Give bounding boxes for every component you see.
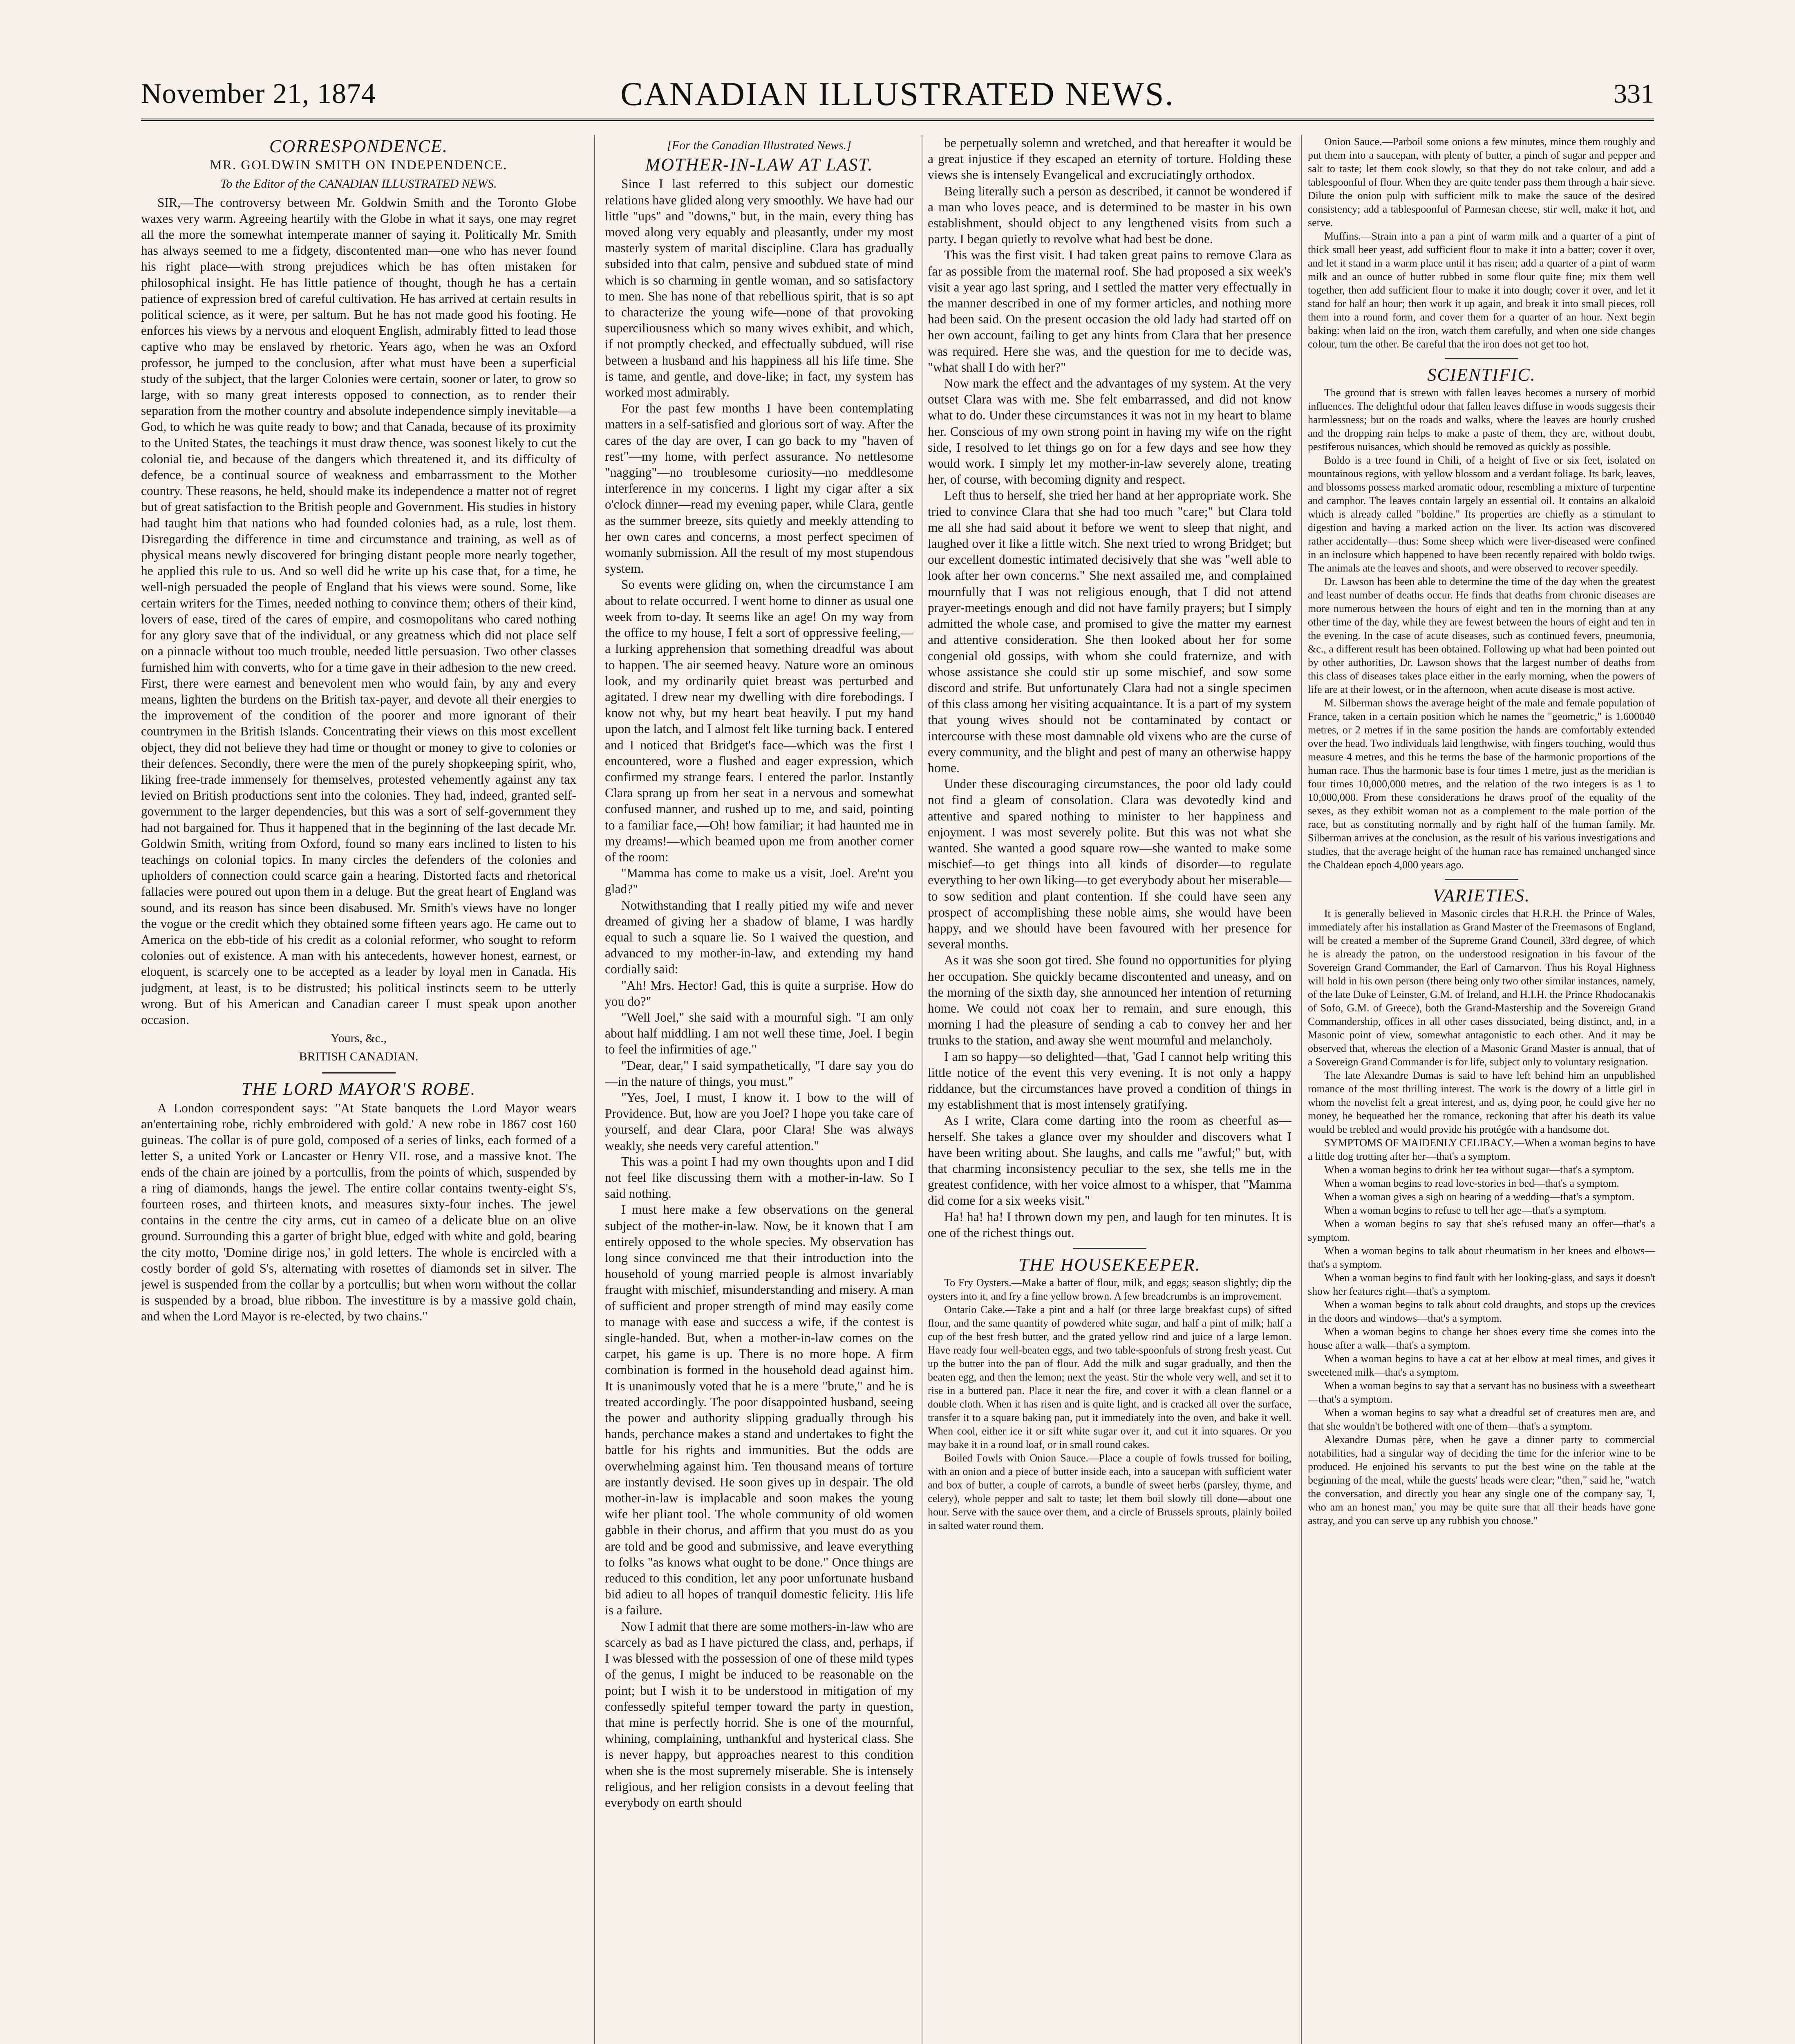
section-heading-housekeeper: THE HOUSEKEEPER. [1018,1255,1201,1275]
article-paragraph: be perpetually solemn and wretched, and that hereafter it would be a great injustice if they escaped an eternity of torture. Holding these views she is intensely Evangelical and excruciatingly orthodox. [928,136,1291,182]
column-4 [1308,135,1655,2044]
varieties-paragraph: When a woman begins to talk about rheumatism in her knees and elbows—that's a symptom. [1308,1245,1655,1271]
section-heading-lord-mayors-robe: THE LORD MAYOR'S ROBE. [241,1078,476,1099]
article-paragraph: Being literally such a person as described, it cannot be wondered if a man who loves peace, and is determined to be master in his own establishment, should object to any lengthened visits from such a party. I began quietly to revolve what had best be done. [928,184,1291,247]
section-heading-varieties: VARIETIES. [1433,885,1530,906]
recipe-paragraph: Ontario Cake.—Take a pint and a half (or three large breakfast cups) of sifted flour, and the same quantity of powdered white sugar, and half a pint of milk; half a cup of the best fresh butter, and the grated yellow rind and juice of a large lemon. Have ready four well-beaten eggs, and two table-spoonfuls of strong fresh yeast. Cut up the butter into the pan of flour. Add the milk and sugar gradually, and then the beaten egg, and then the lemon; next the yeast. Stir the whole very well, and set it to rise in a buttered pan. Place it near the fire, and cover it with a clean flannel or a double cloth. When it has risen and is quite light, and is cracked all over the surface, transfer it to a square baking pan, put it immediately into the oven, and bake it well. When cool, either ice it or sift white sugar over it, and cut it into squares. Or you may bake it in a round loaf, or in small round cakes. [928,1304,1291,1451]
varieties-paragraph: When a woman begins to have a cat at her elbow at meal times, and gives it sweetened milk—that's a symptom. [1308,1353,1655,1378]
article-paragraph: A London correspondent says: "At State banquets the Lord Mayor wears an'entertaining robe, richly embroidered with gold.' A new robe in 1867 cost 160 guineas. The collar is of pure gold, composed of a series of links, each formed of a letter S, a united York or Lancaster or Henry VII. rose, and a massive knot. The ends of the chain are joined by a portcullis, from the points of which, suspended by a ring of diamonds, hangs the jewel. The entire collar contains twenty-eight S's, fourteen roses, and thirteen knots, and measures sixty-four inches. The jewel contains in the centre the city arms, cut in cameo of a delicate blue on an olive ground. Surrounding this a garter of bright blue, edged with white and gold, bearing the city motto, 'Domine dirige nos,' in gold letters. The whole is encircled with a costly border of gold S's, alternating with rosettes of diamonds set in silver. The jewel is suspended from the collar by a portcullis; but when worn without the collar is suspended by a broad, blue ribbon. The investiture is by a massive gold chain, and when the Lord Mayor is re-elected, by two chains." [141,1100,576,1324]
page-number: 331 [1614,79,1654,109]
varieties-paragraph: When a woman begins to say what a dreadful set of creatures men are, and that she wouldn't be bothered with one of them—that's a symptom. [1308,1407,1655,1432]
recipe-paragraph: Onion Sauce.—Parboil some onions a few minutes, mince them roughly and put them into a saucepan, with plenty of butter, a pinch of sugar and pepper and salt to taste; let them cook slowly, so that they do not take colour, and add a tablespoonful of flour. When they are quite tender pass them through a hair sieve. Dilute the onion pulp with sufficient milk to make the sauce of the desired consistency; add a tablespoonful of Parmesan cheese, stir well, make it hot, and serve. [1308,136,1655,229]
varieties-paragraph: When a woman begins to read love-stories in bed—that's a symptom. [1324,1177,1619,1190]
letter-signature: BRITISH CANADIAN. [299,1050,419,1064]
article-paragraph: "Mamma has come to make us a visit, Joel. Are'nt you glad?" [605,866,913,896]
article-paragraph: "Ah! Mrs. Hector! Gad, this is quite a surprise. How do you do?" [605,978,913,1009]
article-paragraph: Ha! ha! ha! I thrown down my pen, and laugh for ten minutes. It is one of the richest things out. [928,1209,1291,1240]
varieties-paragraph: When a woman begins to change her shoes every time she comes into the house after a walk—that's a symptom. [1308,1326,1655,1351]
letter-address: To the Editor of the CANADIAN ILLUSTRATED NEWS. [220,177,497,191]
column-divider [594,135,595,2044]
separator-rule [322,1072,396,1074]
section-heading-correspondence: CORRESPONDENCE. [269,136,448,156]
varieties-paragraph: When a woman begins to refuse to tell her age—that's a symptom. [1324,1204,1607,1217]
article-paragraph: "Yes, Joel, I must, I know it. I bow to the will of Providence. But, how are you Joel? I hope you take care of yourself, and dear Clara, poor Clara! She was always weakly, she needs very careful attention." [605,1090,913,1153]
varieties-paragraph: When a woman gives a sigh on hearing of a wedding—that's a symptom. [1324,1191,1635,1203]
science-paragraph: Boldo is a tree found in Chili, of a height of five or six feet, isolated on mountainous regions, with yellow blossom and a verdant foliage. Its bark, leaves, and blossoms possess marked aromatic odour, resembling a mixture of turpentine and camphor. The leaves contain largely an essential oil. It contains an alkaloid which is already called "boldine." Its properties are chiefly as a stimulant to digestion and having a marked action on the liver. Its action was discovered rather accidentally—thus: Some sheep which were liver-diseased were confined in an inclosure which happened to have been recently repaired with boldo twigs. The animals ate the leaves and shoots, and were observed to recover speedily. [1308,454,1655,574]
column-1 [141,135,576,2044]
varieties-paragraph: SYMPTOMS OF MAIDENLY CELIBACY.—When a woman begins to have a little dog trotting after her—that's a symptom. [1308,1137,1655,1163]
article-paragraph: For the past few months I have been contemplating matters in a self-satisfied and glorious sort of way. After the cares of the day are over, I can go back to my "haven of rest"—my home, with perfect assurance. No nettlesome "nagging"—no troublesome curiosity—no meddlesome interference in my concerns. I light my cigar after a six o'clock dinner—read my evening paper, while Clara, gentle as the summer breeze, sits quietly and meekly attending to her own cares and concerns, a most perfect specimen of womanly submission. All the result of my most stupendous system. [605,401,913,576]
newspaper-title: CANADIAN ILLUSTRATED NEWS. [620,75,1175,112]
science-paragraph: Dr. Lawson has been able to determine the time of the day when the greatest and least number of deaths occur. He finds that deaths from chronic diseases are more numerous between the hours of eight and ten in the morning than at any other time of the day, while they are fewest between the hours of eight and ten in the evening. In the case of acute diseases, such as continued fevers, pneumonia, &c., a different result has been obtained. Following up what had been pointed out by other authorities, Dr. Lawson shows that the largest number of deaths from this class of diseases takes place either in the early morning, when the powers of life are at their lowest, or in the afternoon, when acute disease is most active. [1308,576,1655,696]
article-paragraph: As I write, Clara come darting into the room as cheerful as—herself. She takes a glance over my shoulder and discovers what I have been writing about. She laughs, and calls me "awful;" but, with that charming inconsistency peculiar to the sex, she tells me in the greatest confidence, with her voice almost to a whisper, that "Mamma did come for a six weeks visit." [928,1113,1291,1208]
article-paragraph: Now I admit that there are some mothers-in-law who are scarcely as bad as I have pictured the class, and, perhaps, if I was blessed with the possession of one of these mild types of the genus, I might be induced to be reasonable on the point; but I wish it to be understood in mitigation of my confessedly spiteful temper toward the party in question, that mine is perfectly horrid. She is one of the mournful, whining, complaining, unthankful and hysterical class. She is never happy, but approaches nearest to this condition when she is the most supremely miserable. She is intensely religious, and her religion consists in a devout feeling that everybody on earth should [605,1619,913,1810]
separator-rule [1445,358,1518,359]
article-paragraph: "Dear, dear," I said sympathetically, "I dare say you do—in the nature of things, you must." [605,1058,913,1089]
masthead [141,72,1654,117]
varieties-paragraph: The late Alexandre Dumas is said to have left behind him an unpublished romance of the most thrilling interest. The work is the dowry of a little girl in whom the novelist felt a great interest, and as, dying poor, he could give her no money, he bequeathed her the romance, reckoning that after his death its value would be trebled and would provide his protégée with a handsome dot. [1308,1069,1655,1136]
science-paragraph: The ground that is strewn with fallen leaves becomes a nursery of morbid influences. The delightful odour that fallen leaves diffuse in woods suggests their harmlessness; but on the roads and walks, where the leaves are hourly crushed and the dropping rain helps to make a paste of them, they are, without doubt, pestiferous nuisances, which should be removed as quickly as possible. [1308,387,1655,453]
varieties-paragraph: Alexandre Dumas père, when he gave a dinner party to commercial notabilities, had a singular way of deciding the time for the inferior wine to be produced. He enjoined his servants to put the best wine on the table at the beginning of the meal, while the guests' heads were clear; "then," said he, "watch the conversation, and directly you hear any single one of the company say, 'I, who am an honest man,' you may be quite sure that all their heads have gone astray, and you can serve up any rubbish you choose." [1308,1434,1655,1527]
recipe-paragraph: Muffins.—Strain into a pan a pint of warm milk and a quarter of a pint of thick small beer yeast, add sufficient flour to make it into a batter; cover it over, and let it stand in a warm place until it has risen; add a quarter of a pint of warm milk and an ounce of butter rubbed in some flour quite fine; mix them well together, then add sufficient flour to make it into dough; cover it over, and let it stand for half an hour; then work it up again, and break it into small pieces, roll them into a round form, and cover them for a quarter of an hour. Next begin baking: when laid on the iron, watch them carefully, and when one side changes colour, turn the other. Be careful that the iron does not get too hot. [1308,230,1655,350]
column-3 [928,135,1291,2044]
varieties-paragraph: When a woman begins to say that a servant has no business with a sweetheart—that's a symptom. [1308,1380,1655,1405]
article-paragraph: This was the first visit. I had taken great pains to remove Clara as far as possible from the maternal roof. She had proposed a six week's visit a year ago last spring, and I settled the matter very effectually in the manner described in one of my former articles, and nothing more had been said. On the present occasion the old lady had started off on her own account, failing to get any hints from Clara that her presence was required. Here she was, and the question for me to decide was, "what shall I do with her?" [928,248,1291,374]
varieties-paragraph: When a woman begins to find fault with her looking-glass, and says it doesn't show her features right—that's a symptom. [1308,1272,1655,1298]
masthead-rule [141,119,1654,121]
article-paragraph: Now mark the effect and the advantages of my system. At the very outset Clara was with me. She felt embarrassed, and did not know what to do. Under these circumstances it was not in my heart to blame her. Conscious of my own strong point in having my wife on the right side, I resolved to let things go on for a few days and see how they would work. I simply let my mother-in-law severely alone, treating her, of course, with becoming dignity and respect. [928,376,1291,487]
varieties-paragraph: When a woman begins to say that she's refused many an offer—that's a symptom. [1308,1218,1655,1244]
science-paragraph: M. Silberman shows the average height of the male and female population of France, taken in a certain position which he names the "geometric," is 1.600040 metres, or 2 metres if in the same position the hands are comfortably extended over the head. Two individuals laid lengthwise, with fingers touching, would thus measure 4 metres, and this he terms the base of the harmonic proportions of the human race. Thus the harmonic base is four times 1 metre, just as the meridian is four times 10,000,000 metres, and the relation of the two integers is as 1 to 10,000,000. From these considerations he draws proof of the equality of the sexes, as they exhibit woman not as a complement to the male portion of the race, but as constituting normally and by right half of the human family. Mr. Silberman arrives at the conclusion, as the result of his various investigations and studies, that the average height of the human race has remained unchanged since the Chaldean epoch 4,000 years ago. [1308,697,1655,871]
recipe-paragraph: To Fry Oysters.—Make a batter of flour, milk, and eggs; season slightly; dip the oysters into it, and fry a fine yellow brown. A few breadcrumbs is an improvement. [928,1277,1291,1302]
article-paragraph: "Well Joel," she said with a mournful sigh. "I am only about half middling. I am not well these time, Joel. I begin to feel the infirmities of age." [605,1010,913,1057]
article-paragraph: So events were gliding on, when the circumstance I am about to relate occurred. I went home to dinner as usual one week from to-day. It seems like an age! On my way from the office to my house, I felt a sort of oppressive feeling,—a lurking apprehension that something dreadful was about to happen. The air seemed heavy. Nature wore an ominous look, and my ordinarily quiet breast was perturbed and agitated. I drew near my dwelling with dire forebodings. I know not why, but my heart beat heavily. I put my hand upon the latch, and I almost felt like turning back. I entered and I noticed that Bridget's face—which was the first I encountered, wore a flushed and eager expression, which confirmed my strange fears. I entered the parlor. Instantly Clara sprang up from her seat in a nervous and somewhat confused manner, and rushed up to me, and said, pointing to a familiar face,—Oh! how familiar; it had haunted me in my dreams!—which beamed upon me from another corner of the room: [605,577,913,864]
column-2 [605,135,913,2044]
varieties-paragraph: When a woman begins to drink her tea without sugar—that's a symptom. [1324,1164,1634,1176]
article-paragraph: Notwithstanding that I really pitied my wife and never dreamed of giving her a shadow of blame, I was hardly equal to such a square lie. So I waived the question, and advanced to my mother-in-law, and extending my hand cordially said: [605,898,913,977]
varieties-paragraph: It is generally believed in Masonic circles that H.R.H. the Prince of Wales, immediately after his installation as Grand Master of the Freemasons of England, will be created a member of the Supreme Grand Council, 33rd degree, of which he is already the patron, on the understood resignation in his favour of the Sovereign Grand Commander, the Earl of Carnarvon. Thus his Royal Highness will hold in his own person (there being only two other similar instances, namely, of the late Duke of Leinster, G.M. of Ireland, and H.I.H. the Prince Rhodocanakis of Sofo, G.M. of Greece), both the Grand-Mastership and the Sovereign Grand Commandership, offices in all other cases dissociated, being distinct, and, in a Masonic point of view, somewhat antagonistic to each other. And it may be observed that, whereas the election of a Masonic Grand Master is annual, that of a Sovereign Grand Commander is for life, subject only to voluntary resignation. [1308,908,1655,1068]
varieties-paragraph: When a woman begins to talk about cold draughts, and stops up the crevices in the doors and windows—that's a symptom. [1308,1299,1655,1325]
article-paragraph: I must here make a few observations on the general subject of the mother-in-law. Now, be it known that I am entirely opposed to the whole species. My observation has long since convinced me that their introduction into the household of young married people is almost invariably fraught with mischief, misunderstanding and misery. A man of sufficient and proper strength of mind may easily come to manage with ease and success a wife, if the contest is single-handed. But, when a mother-in-law comes on the carpet, his game is up. There is no more hope. A firm combination is formed in the household dead against him. It is unanimously voted that he is a mere "brute," and he is treated accordingly. The poor disappointed husband, seeing the power and authority slipping gradually through his hands, perchance makes a stand and undertakes to fight the battle for his rights and immunities. But the odds are overwhelming against him. Ten thousand means of torture are instantly devised. He soon gives up in despair. The old mother-in-law is implacable and soon makes the young wife her pliant tool. The whole community of old women gabble in their chorus, and affirm that you must do as you are told and be good and submissive, and leave everything to folks "as knows what ought to be done." Once things are reduced to this condition, let any poor unfortunate husband bid adieu to all hopes of tranquil domestic felicity. His life is a failure. [605,1202,913,1618]
article-paragraph: As it was she soon got tired. She found no opportunities for plying her occupation. She quickly became discontented and uneasy, and on the morning of the sixth day, she announced her intention of returning home. We could not coax her to remain, and sure enough, this morning I had the pleasure of sending a cab to convey her and her trunks to the station, and away she went mournful and melancholy. [928,953,1291,1048]
section-heading-mother-in-law: MOTHER-IN-LAW AT LAST. [645,155,873,175]
article-paragraph: This was a point I had my own thoughts upon and I did not feel like discussing them with a mother-in-law. So I said nothing. [605,1154,913,1201]
column-divider [1301,135,1302,2044]
article-paragraph: Since I last referred to this subject our domestic relations have glided along very smoothly. We have had our little "ups" and "downs," but, in the main, every thing has moved along very equably and pleasantly, under my most masterly system of marital discipline. Clara has gradually subsided into that calm, pensive and subdued state of mind which is so charming in gentle woman, and so satisfactory to men. She has none of that rebellious spirit, that is so apt to characterize the young wife—none of that provoking superciliousness which so many wives exhibit, and which, if not promptly checked, and effectually subdued, will rise between a husband and his happiness all his life time. She is tame, and gentle, and dove-like; in fact, my system has worked most admirably. [605,177,913,400]
letter-closing: Yours, &c., [331,1031,387,1045]
article-paragraph: I am so happy—so delighted—that, 'Gad I cannot help writing this little notice of the event this very evening. It is not only a happy riddance, but the circumstances have proved a condition of things in my establishment that is most intensely gratifying. [928,1049,1291,1112]
separator-rule [1073,1248,1146,1249]
article-source: [For the Canadian Illustrated News.] [667,139,851,152]
article-paragraph: SIR,—The controversy between Mr. Goldwin Smith and the Toronto Globe waxes very warm. Agreeing heartily with the Globe in what it says, one may regret all the more the somewhat intemperate manner of saying it. Politically Mr. Smith has always seemed to me a fidgety, discontented man—one who has never found his right place—with strong prejudices which he has often mistaken for philosophical insight. He has little patience of thought, though he has a certain patience of expression bred of careful cultivation. He has arrived at certain results in political science, as it were, per saltum. But he has not made good his footing. He enforces his views by a nervous and eloquent English, admirably fitted to lead those captive who may be enslaved by rhetoric. Years ago, when he was an Oxford professor, he jumped to the conclusion, after what must have been a superficial study of the subject, that the larger Colonies were certain, sooner or later, to grow so large, with so many great interests opposed to connection, as to render their separation from the mother country and absolute independence simply inevitable—a God, to which he was quite ready to bow; and that Canada, because of its proximity to the United States, the teachings it must draw thence, was soonest likely to cut the colonial tie, and because of the dangers which threatened it, and its difficulty of defence, be a continual source of weakness and embarrassment to the Mother country. These reasons, he held, should make its independence a matter not of regret but of great satisfaction to the British people and Government. His studies in history had taught him that nations who had founded colonies had, as a rule, lost them. Disregarding the difference in time and circumstance and training, as well as of physical means newly discovered for bringing distant people more nearly together, he applied this rule to us. And so well did he write up his case that, for a time, he well-nigh persuaded the people of England that his views were sound. Some, like certain writers for the Times, needed nothing to convince them; others of their kind, lovers of ease, tired of the cares of empire, and cosmopolitans who cared nothing for any glory save that of the individual, or any greatness which did not place self on a pinnacle without too much trouble, needed little persuasion. Two other classes furnished him with converts, who for a time gave in their adhesion to the new creed. First, there were earnest and benevolent men who would fain, by any and every means, lighten the burdens on the British tax-payer, and devote all their energies to the improvement of the condition of the poorer and more ignorant of their countrymen in the British Islands. Concentrating their views on this most excellent object, they did not believe they had time or thought or money to give to colonies or their defences. Secondly, there were the men of the purely shopkeeping spirit, who, liking free-trade immensely for themselves, protested vehemently against any tax levied on British productions sent into the colonies. They had, indeed, granted self-government to the larger dependencies, but this was a sort of self-government they had not bargained for. Thus it happened that in the beginning of the last decade Mr. Goldwin Smith, writing from Oxford, found so many ears inclined to listen to his teachings on colonial topics. In many circles the defenders of the colonies and upholders of connection could scarce gain a hearing. Distorted facts and rhetorical fallacies were poured out upon them in a deluge. But the great heart of England was sound, and its reason has since been disabused. Mr. Smith's views have no longer the vogue or the credit which they obtained some fifteen years ago. He came out to America on the ebb-tide of his credit as a colonial reformer, who sought to reform colonies out of existence. A man with his antecedents, however honest, earnest, or eloquent, is scarcely one to be accepted as a leader by loyal men in Canada. His judgment, at least, is to be distrusted; his political instincts seem to be utterly wrong. But of his American and Canadian career I must speak upon another occasion. [141,195,576,1027]
issue-date: November 21, 1874 [141,78,376,110]
article-paragraph: Under these discouraging circumstances, the poor old lady could not find a gleam of consolation. Clara was devotedly kind and attentive and spared nothing to minister to her happiness and enjoyment. I was most severely polite. But this was not what she wanted. She wanted a good square row—she wanted to make some mischief—to get things into all kinds of disorder—to regulate everything to her own liking—to get everybody about her miserable—to sow sedition and plant contention. If she could have seen any prospect of accomplishing these noble aims, she would have been happy, and we should have been favoured with her presence for several months. [928,777,1291,952]
separator-rule [1445,879,1518,880]
section-heading-scientific: SCIENTIFIC. [1427,365,1536,385]
recipe-paragraph: Boiled Fowls with Onion Sauce.—Place a couple of fowls trussed for boiling, with an onion and a piece of butter inside each, into a saucepan with sufficient water and box of butter, a couple of carrots, a bundle of sweet herbs (parsley, thyme, and celery), whole pepper and salt to taste; let them boil slowly till done—about one hour. Serve with the sauce over them, and a circle of Brussels sprouts, plainly boiled in salted water round them. [928,1452,1291,1532]
article-subheading: MR. GOLDWIN SMITH ON INDEPENDENCE. [210,158,508,173]
article-paragraph: Left thus to herself, she tried her hand at her appropriate work. She tried to convince Clara that she had too much "care;" but Clara told me all she had said about it before we went to sleep that night, and laughed over it like a little witch. She next tried to wrong Bridget; but our excellent domestic intimated decisively that she was "well able to look after her own concerns." She next assailed me, and complained mournfully that I was not religious enough, that I did not attend prayer-meetings enough and did not have family prayers; but I simply admitted the whole case, and promised to give the matter my earnest and attentive consideration. She then looked about her for some congenial old gossips, with whom she could fraternize, and with whose assistance she could stir up some mischief, and sow some discord and strife. But unfortunately Clara had not a single specimen of this class among her visiting acquaintance. It is a part of my system that young wives should not be contaminated by contact or intercourse with these most damnable old vixens who are the curse of every community, and the blight and pest of many an otherwise happy home. [928,488,1291,775]
